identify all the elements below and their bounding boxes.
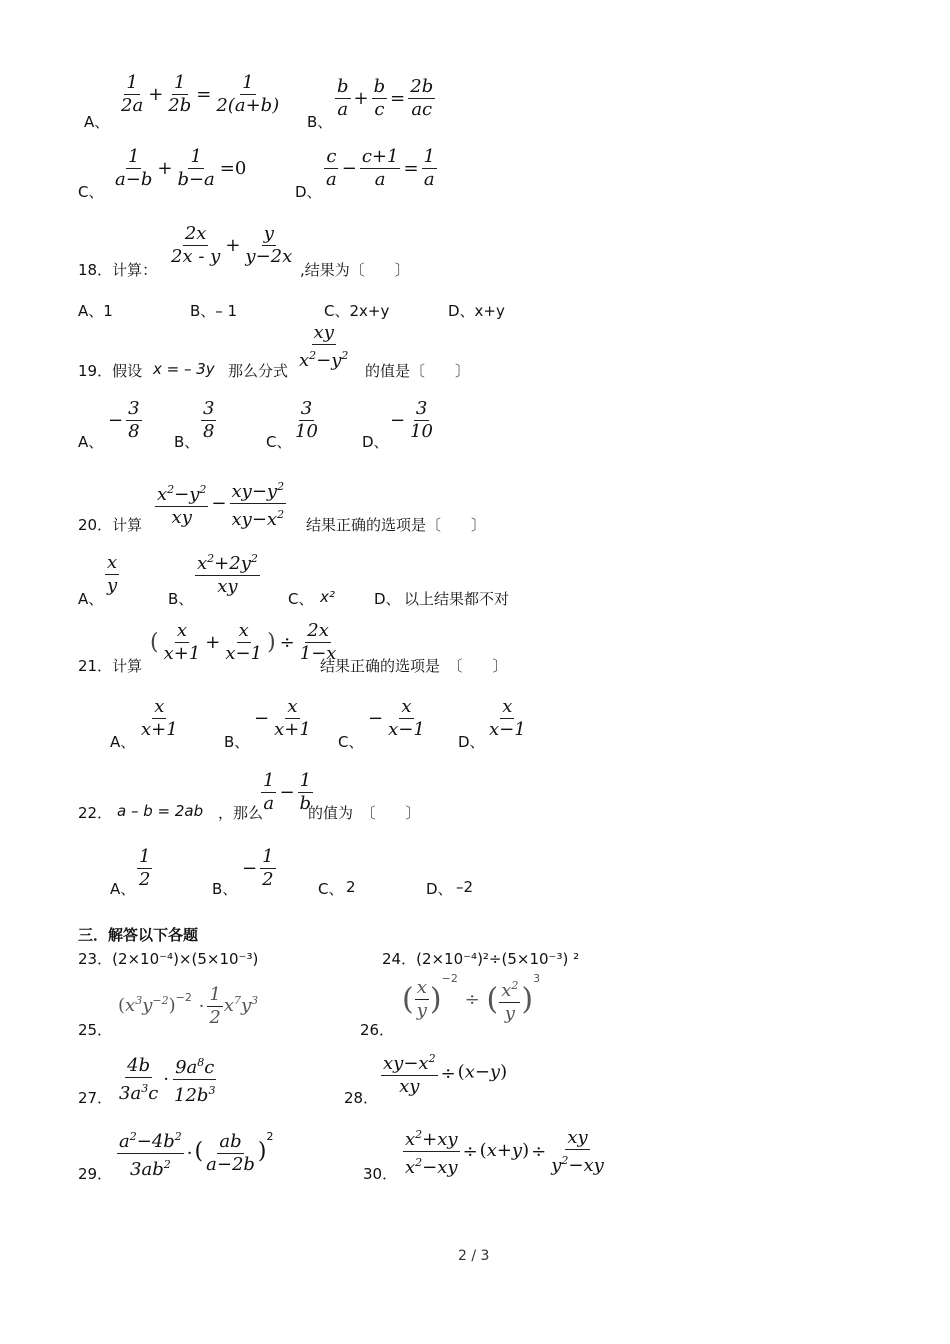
q22-condition: a – b = 2ab <box>117 802 204 820</box>
q19-label-a: A、 <box>78 433 104 451</box>
q18-option-c: C、2x+y <box>324 302 390 320</box>
q21-option-d: $\frac{x}{x-1}$ <box>489 696 526 740</box>
q17-a-label: A、 <box>84 113 110 131</box>
q19-prefix: 19．假设 <box>78 362 143 380</box>
q23: 23．(2×10⁻⁴)×(5×10⁻³) <box>78 950 259 968</box>
q19-expression: $\frac{xy}{x^2-y^2}$ <box>299 322 349 371</box>
q20-option-b: $\frac{x^2+2y^2}{xy}$ <box>194 548 261 598</box>
q20-label-c: C、 <box>288 590 314 608</box>
q20-suffix: 结果正确的选项是〔 〕 <box>306 516 487 534</box>
q20-prefix: 20．计算 <box>78 516 143 534</box>
q21-prefix: 21．计算 <box>78 657 143 675</box>
q22-label-c: C、 <box>318 880 344 898</box>
q18-expression: $\frac{2x}{2x - y}$ + $\frac{y}{y-2x}$ <box>171 223 293 267</box>
q20-label-d: D、 <box>374 590 401 608</box>
q27-expression: $\frac{4b}{3a^3c}$ · $\frac{9a^8c}{12b^3}$ <box>116 1052 218 1107</box>
q26-number: 26． <box>360 1021 395 1039</box>
q29-expression: $\frac{a^2-4b^2}{3ab^2}$ ·( $\frac{ab}{a-2b}$ )$^2$ <box>116 1126 274 1181</box>
q21-option-a: $\frac{x}{x+1}$ <box>141 696 178 740</box>
q21-option-b: − $\frac{x}{x+1}$ <box>254 696 311 740</box>
q17-a-formula: $\frac{1}{2a}$ + $\frac{1}{2b}$ = $\frac{1}{2(a+b)}$ <box>121 72 280 116</box>
q21-expression: ( $\frac{x}{x+1}$ + $\frac{x}{x-1}$ ) ÷ $\frac{2x}{1-x}$ <box>150 620 337 664</box>
q17-d-formula: $\frac{c}{a}$ − $\frac{c+1}{a}$ = $\frac{1}{a}$ <box>326 146 435 190</box>
q25-expression: $(x^3y^{-2})^{-2}$ · $\frac{1}{2}$ $x^7y^3$ <box>118 984 259 1028</box>
q19-label-d: D、 <box>362 433 389 451</box>
q18-option-a: A、1 <box>78 302 113 320</box>
q17-b-formula: $\frac{b}{a}$ + $\frac{b}{c}$ = $\frac{2b}{ac}$ <box>337 76 434 120</box>
q18-prefix: 18．计算： <box>78 261 158 279</box>
q17-d-label: D、 <box>295 183 322 201</box>
q28-expression: $\frac{xy-x^2}{xy}$ ÷ (x−y) <box>380 1048 507 1098</box>
page-number: 2 / 3 <box>458 1248 490 1264</box>
q28-number: 28． <box>344 1089 379 1107</box>
q19-label-b: B、 <box>174 433 200 451</box>
q21-suffix: 结果正确的选项是 〔 〕 <box>320 657 508 675</box>
q21-option-c: − $\frac{x}{x-1}$ <box>368 696 425 740</box>
q20-label-a: A、 <box>78 590 104 608</box>
q21-label-c: C、 <box>338 733 364 751</box>
q25-number: 25． <box>78 1021 113 1039</box>
q22-option-a: $\frac{1}{2}$ <box>139 846 151 890</box>
q19-label-c: C、 <box>266 433 292 451</box>
q22-label-d: D、 <box>426 880 453 898</box>
q19-option-c: $\frac{3}{10}$ <box>295 398 318 442</box>
q18-option-d: D、x+y <box>448 302 505 320</box>
section3-title: 三．解答以下各题 <box>78 926 199 944</box>
q17-b-label: B、 <box>307 113 333 131</box>
q20-expression: $\frac{x^2-y^2}{xy}$ − $\frac{xy-y^2}{xy-x^2}$ <box>154 476 287 531</box>
q22-label-a: A、 <box>110 880 136 898</box>
q19-mid: 那么分式 <box>228 362 289 380</box>
q19-condition: x = – 3y <box>153 360 215 378</box>
q22-option-b: − $\frac{1}{2}$ <box>242 846 274 890</box>
q20-option-c: x² <box>320 588 335 606</box>
q19-suffix: 的值是〔 〕 <box>365 362 471 380</box>
q22-suffix: 的值为 〔 〕 <box>308 804 421 822</box>
q29-number: 29． <box>78 1165 113 1183</box>
q20-label-b: B、 <box>168 590 194 608</box>
q22-option-c: 2 <box>346 878 356 896</box>
q30-expression: $\frac{x^2+xy}{x^2-xy}$ ÷ (x+y) ÷ $\frac{xy}{y^2-xy}$ <box>402 1124 607 1179</box>
q21-label-b: B、 <box>224 733 250 751</box>
q17-c-formula: $\frac{1}{a-b}$ + $\frac{1}{b-a}$ =0 <box>115 146 247 190</box>
q22-option-d: –2 <box>456 878 474 896</box>
q22-prefix: 22． <box>78 804 113 822</box>
q21-label-a: A、 <box>110 733 136 751</box>
q24: 24．(2×10⁻⁴)²÷(5×10⁻³) ² <box>382 950 580 968</box>
q22-expression: $\frac{1}{a}$ − $\frac{1}{b}$ <box>263 770 312 814</box>
q26-expression: ( $\frac{x}{y}$ )$^{-2}$ ÷ ( $\frac{x^2}{y}$ )$^3$ <box>402 972 541 1024</box>
q22-mid: ，那么 <box>218 804 264 822</box>
q18-option-b: B、– 1 <box>190 302 238 320</box>
q21-label-d: D、 <box>458 733 485 751</box>
q19-option-d: − $\frac{3}{10}$ <box>390 398 433 442</box>
q30-number: 30． <box>363 1165 398 1183</box>
q17-c-label: C、 <box>78 183 104 201</box>
q20-option-a: $\frac{x}{y}$ <box>107 552 118 596</box>
q22-label-b: B、 <box>212 880 238 898</box>
q20-option-d: 以上结果都不对 <box>404 590 510 608</box>
q18-suffix: ,结果为〔 〕 <box>300 261 410 279</box>
q19-option-a: − $\frac{3}{8}$ <box>108 398 140 442</box>
q19-option-b: $\frac{3}{8}$ <box>203 398 215 442</box>
q27-number: 27． <box>78 1089 113 1107</box>
